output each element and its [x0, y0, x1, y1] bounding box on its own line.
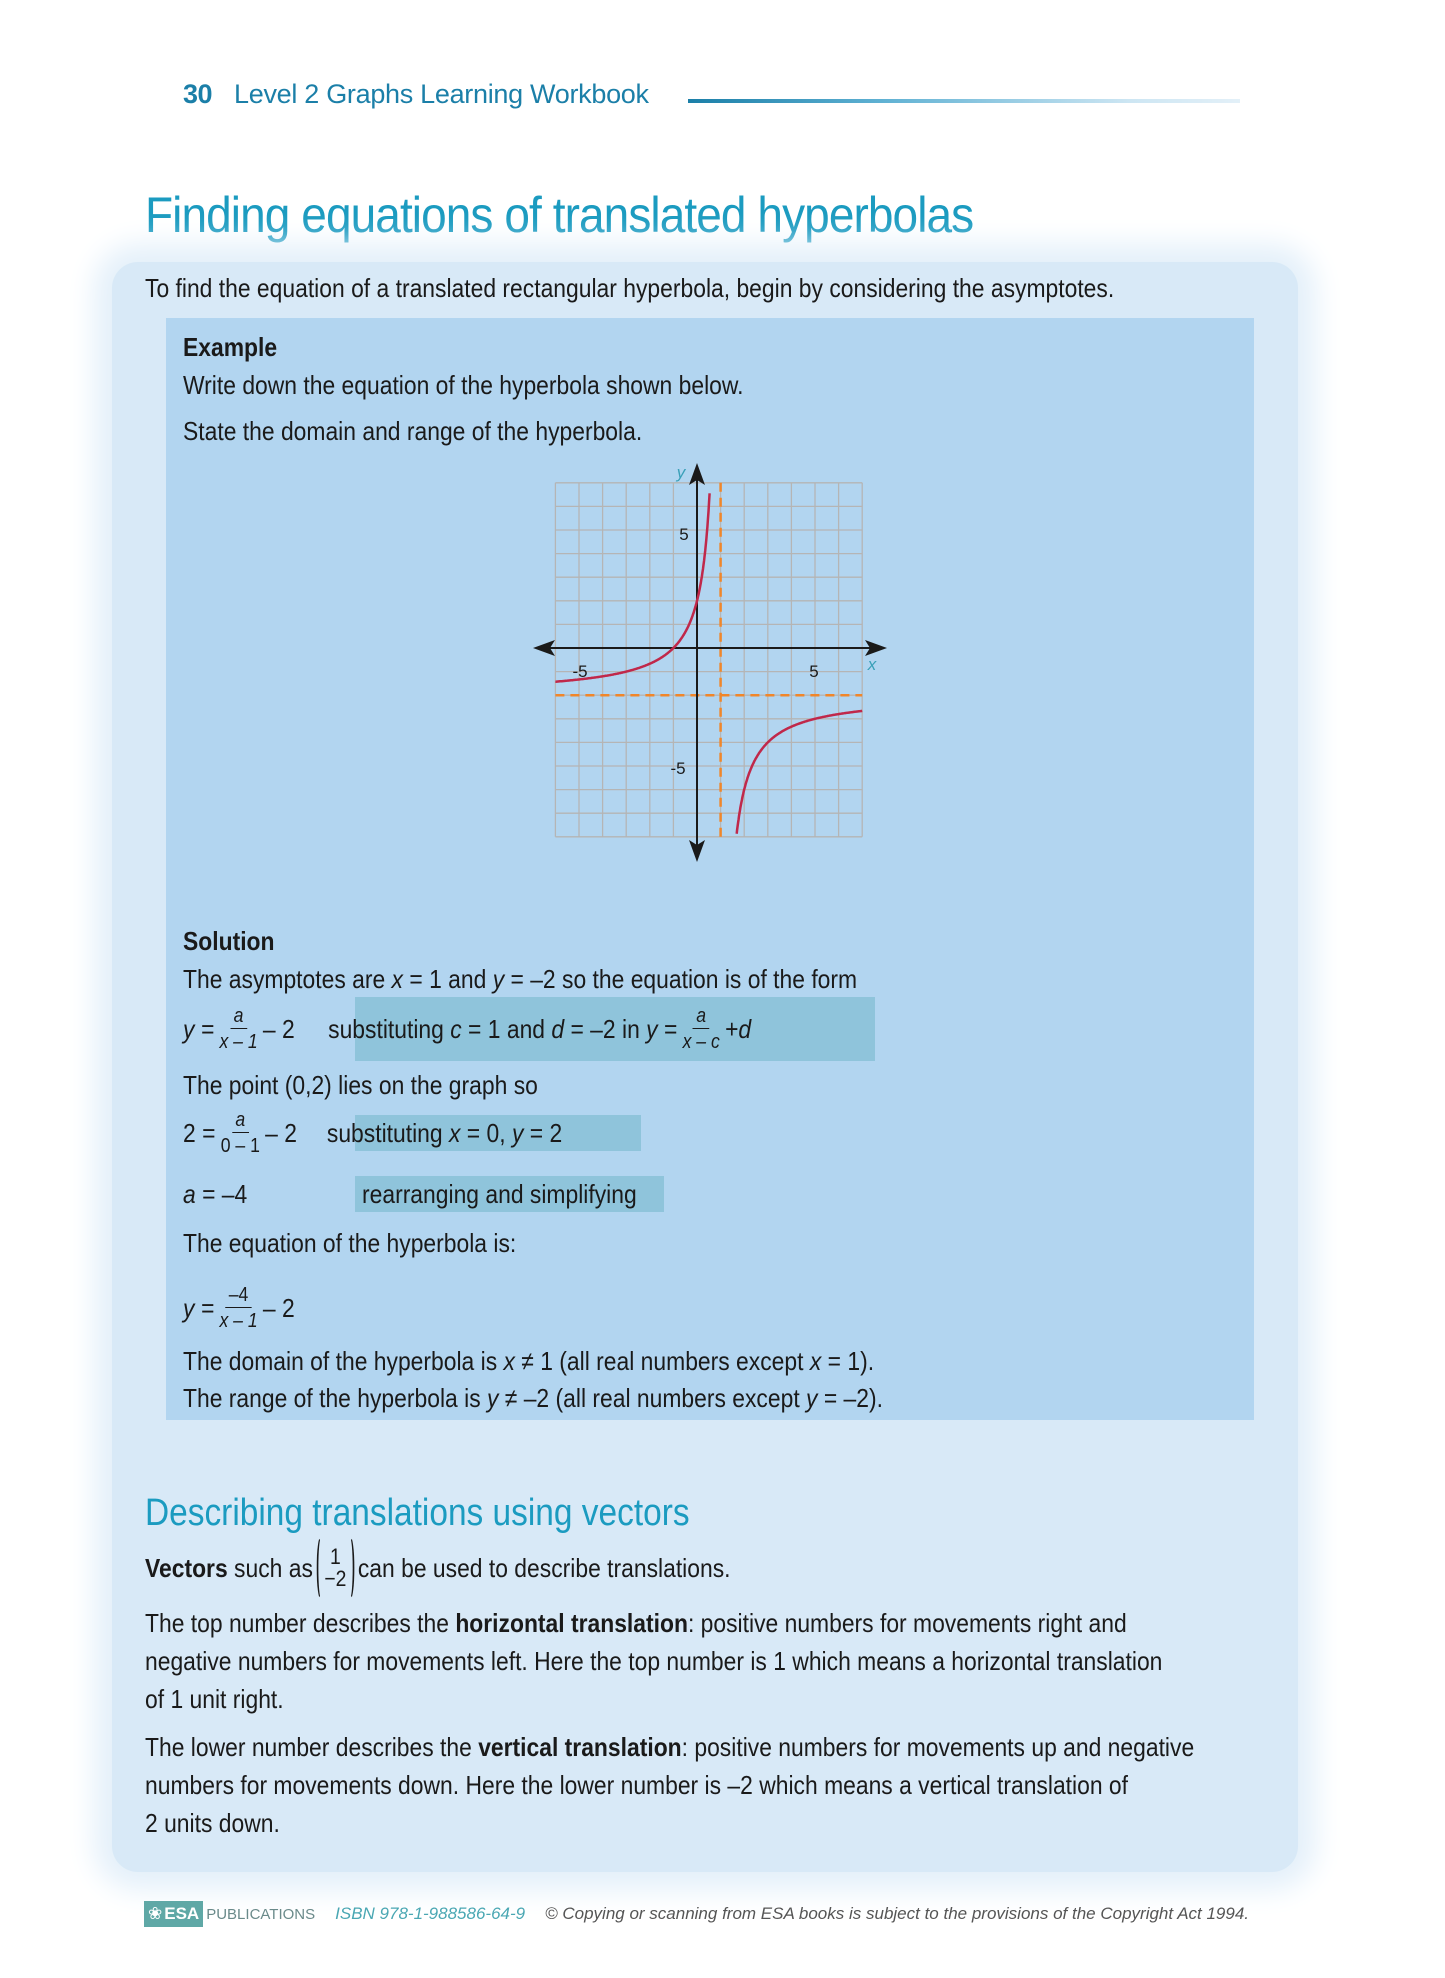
- page-footer: [144, 1899, 1249, 1929]
- horizontal-para-line-1: The top number describes the horizontal translation: positive numbers for movements right and: [145, 1608, 1127, 1638]
- esa-logo: ❀ ESA: [144, 1901, 203, 1927]
- form-equation: y = $\frac{a}{x - 1}$ – 2 substituting c = 1 and d = –2 in y = $\frac{a}{x - c}$ + d: [183, 1005, 752, 1053]
- vectors-intro: Vectors such as 1 −2 can be used to describe translations.: [145, 1536, 731, 1600]
- vertical-para-line-3: 2 units down.: [145, 1808, 280, 1838]
- page-number: 30: [183, 78, 213, 109]
- final-equation: y = $\frac{-4}{x - 1}$ – 2: [183, 1284, 295, 1332]
- x-tick-neg5: -5: [572, 662, 588, 681]
- example-line-1: Write down the equation of the hyperbola shown below.: [183, 370, 744, 400]
- x-axis-label: x: [867, 655, 877, 674]
- y-axis-label: y: [676, 463, 686, 482]
- asymptote-lines: [555, 483, 862, 837]
- horizontal-para-line-3: of 1 unit right.: [145, 1684, 284, 1714]
- page-title: Finding equations of translated hyperbolas: [145, 187, 974, 243]
- book-title: Level 2 Graphs Learning Workbook: [234, 78, 649, 109]
- intro-text: To find the equation of a translated rectangular hyperbola, begin by considering the asymptotes.: [145, 273, 1115, 303]
- solution-heading: Solution: [183, 926, 275, 956]
- asymptotes-text: The asymptotes are x = 1 and y = –2 so the equation is of the form: [183, 964, 858, 994]
- a-equation-note: rearranging and simplifying: [362, 1179, 637, 1209]
- copyright-notice: © Copying or scanning from ESA books is subject to the provisions of the Copyright Act 1994.: [545, 1904, 1250, 1923]
- example-line-2: State the domain and range of the hyperbola.: [183, 416, 643, 446]
- leaf-icon: ❀: [148, 1904, 163, 1923]
- isbn: ISBN 978-1-988586-64-9: [335, 1904, 526, 1923]
- horizontal-para-line-2: negative numbers for movements left. Here the top number is 1 which means a horizontal translation: [145, 1646, 1163, 1676]
- range-text: The range of the hyperbola is y ≠ –2 (all real numbers except y = –2).: [183, 1383, 883, 1413]
- point-text: The point (0,2) lies on the graph so: [183, 1070, 538, 1100]
- y-tick-5: 5: [679, 525, 689, 544]
- publisher-name: PUBLICATIONS: [206, 1905, 316, 1923]
- substitution-note: substituting x = 0, y = 2: [326, 1117, 563, 1148]
- x-tick-5: 5: [809, 662, 819, 681]
- vertical-para-line-2: numbers for movements down. Here the lower number is –2 which means a vertical translation of: [145, 1770, 1129, 1800]
- hyperbola-right-branch: [737, 711, 863, 834]
- example-heading: Example: [183, 332, 278, 362]
- form-note: substituting c = 1 and d = –2 in y =: [328, 1013, 678, 1044]
- vectors-heading: Describing translations using vectors: [145, 1492, 690, 1534]
- graph-grid: [555, 483, 862, 837]
- vector-notation: 1 −2: [316, 1536, 354, 1600]
- a-equation: a = –4: [183, 1179, 248, 1209]
- equation-intro: The equation of the hyperbola is:: [183, 1228, 517, 1258]
- y-tick-neg5: -5: [670, 759, 686, 778]
- substitution-equation: 2 = $\frac{a}{0 - 1}$ – 2 substituting x = 0, y = 2: [183, 1109, 563, 1157]
- domain-text: The domain of the hyperbola is x ≠ 1 (all real numbers except x = 1).: [183, 1346, 875, 1376]
- vertical-para-line-1: The lower number describes the vertical translation: positive numbers for movements up and negative: [145, 1732, 1195, 1762]
